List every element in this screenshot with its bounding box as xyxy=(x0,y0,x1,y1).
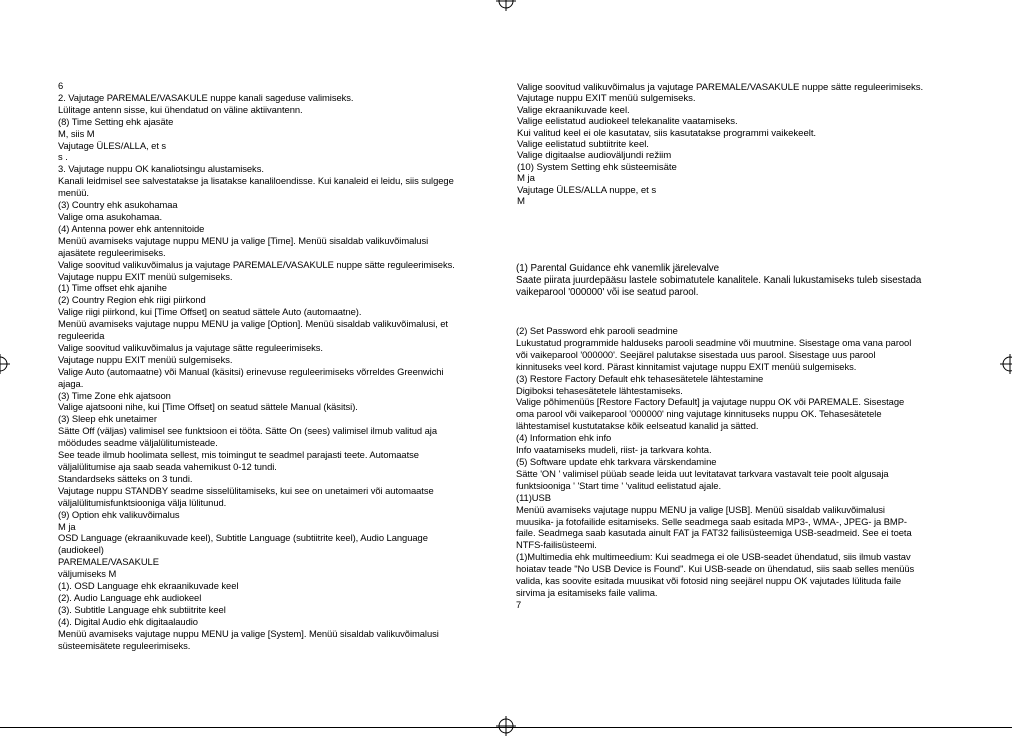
text-line: Standardseks sätteks on 3 tundi. xyxy=(58,472,193,484)
text-line: Saate piirata juurdepääsu lastele sobimatutele kanalitele. Kanali lukustamiseks tuleb sisestada xyxy=(516,275,922,287)
left-page-column xyxy=(58,80,455,652)
text-line: Valige soovitud valikuvõimalus ja vajutage PAREMALE/VASAKULE nuppe sätte reguleerimiseks. xyxy=(517,82,924,93)
right-page-top-block xyxy=(517,82,923,207)
text-line: Valige põhimenüüs [Restore Factory Default] ja vajutage nuppu OK või PAREMALE. Sisestage xyxy=(516,396,905,408)
text-line: vaikeparool '000000' või ise seatud parool. xyxy=(516,287,699,299)
text-line: väljalülitumise aja saab seada vahemikust 0-12 tundi. xyxy=(58,461,277,472)
text-line: Sätte 'ON ' valimisel püüab seade leida uut levitatavat tarkvara vastavalt teie poolt algusaja xyxy=(516,467,889,479)
text-line: Valige riigi piirkond, kui [Time Offset] on seatud sättele Auto (automaatne). xyxy=(58,306,362,318)
text-line: (4) Information ehk info xyxy=(516,432,612,444)
text-line: Valige digitaalse audioväljundi režiim xyxy=(517,150,672,162)
text-line: Vajutage nuppu EXIT menüü sulgemiseks. xyxy=(517,93,696,105)
text-line: Valige oma asukohamaa. xyxy=(58,210,162,222)
text-line: Digiboksi tehasesätetele lähtestamiseks. xyxy=(516,384,683,396)
text-line: (4). Digital Audio ehk digitaalaudio xyxy=(58,615,198,627)
text-line: Valige eelistatud subtiitrite keel. xyxy=(517,139,649,151)
text-line: (3) Country ehk asukohamaa xyxy=(58,199,178,211)
text-line: lähtestamisel kustutatakse kõik eelseatud kanalid ja sätted. xyxy=(516,420,759,432)
text-line: väljalülitumisfunktsiooniga välja lülitunud. xyxy=(58,496,227,508)
text-line: (3) Time Zone ehk ajatsoon xyxy=(58,389,171,401)
text-line: ajaga. xyxy=(58,377,84,389)
right-page-parental-block xyxy=(516,263,921,300)
text-line: menüü. xyxy=(58,187,89,199)
text-line: (8) Time Setting ehk ajasäte xyxy=(58,115,174,127)
text-line: M, siis M xyxy=(58,127,95,139)
text-line: Valige ajatsooni nihe, kui [Time Offset] on seatud sättele Manual (käsitsi). xyxy=(58,401,358,413)
right-page-bottom-block xyxy=(516,325,914,611)
text-line: Vajutage nuppu STANDBY seadme sisselülitamiseks, kui see on unetaimeri või automaatse xyxy=(58,484,434,496)
text-line: s . xyxy=(58,151,68,163)
text-line: M ja xyxy=(58,520,76,532)
text-line: ajasätete reguleerimiseks. xyxy=(58,246,166,258)
text-line: Info vaatamiseks mudeli, riist- ja tarkvara kohta. xyxy=(516,444,712,456)
text-line: 2. Vajutage PAREMALE/VASAKULE nuppe kanali sageduse valimiseks. xyxy=(58,91,354,103)
text-line: Valige eelistatud audiokeel telekanalite vaatamiseks. xyxy=(517,116,738,128)
text-line: 6 xyxy=(58,80,64,91)
text-line: (3) Restore Factory Default ehk tehasesätetele lähtestamine xyxy=(516,372,764,384)
text-line: (2). Audio Language ehk audiokeel xyxy=(58,591,202,603)
text-line: (1). OSD Language ehk ekraanikuvade keel xyxy=(58,580,239,592)
text-line: (1) Time offset ehk ajanihe xyxy=(58,282,167,294)
text-line: Menüü avamiseks vajutage nuppu MENU ja valige [Time]. Menüü sisaldab valikuvõimalusi xyxy=(58,234,429,246)
text-line: See teade ilmub hoolimata sellest, mis toimingut te seadmel parajasti teete. Automaatse xyxy=(58,449,419,461)
text-line: (3) Sleep ehk unetaimer xyxy=(58,413,157,425)
text-line: Valige soovitud valikuvõimalus ja vajutage sätte reguleerimiseks. xyxy=(58,341,323,353)
text-line: Valige ekraanikuvade keel. xyxy=(517,104,630,116)
text-line: M xyxy=(517,196,525,208)
text-line: funktsiooniga ' 'Start time ' 'valitud eelistatud ajale. xyxy=(516,479,721,491)
text-line: M ja xyxy=(517,173,535,185)
text-line: (1) Parental Guidance ehk vanemlik järelevalve xyxy=(516,263,719,274)
text-line: Menüü avamiseks vajutage nuppu MENU ja valige [USB]. Menüü sisaldab valikuvõimalusi xyxy=(516,503,885,515)
text-line: NTFS-failisüsteemi. xyxy=(516,539,597,551)
text-line: Kui valitud keel ei ole kasutatav, siis kasutatakse programmi vaikekeelt. xyxy=(517,127,817,139)
text-line: möödudes seadme väljalülitumisteade. xyxy=(58,437,218,449)
text-line: Menüü avamiseks vajutage nuppu MENU ja valige [System]. Menüü sisaldab valikuvõimalusi xyxy=(58,627,439,639)
text-line: (5) Software update ehk tarkvara värskendamine xyxy=(516,455,717,467)
text-line: Menüü avamiseks vajutage nuppu MENU ja valige [Option]. Menüü sisaldab valikuvõimalusi, et xyxy=(58,318,448,330)
text-line: hoiatav teade "No USB Device is Found". Kui USB-seade on ühendatud, siis saab selles menüüs xyxy=(516,563,915,575)
text-line: oma parool või vaikeparool '000000' ning vajutage kinnituseks nuppu OK. Tehasesätetele xyxy=(516,408,882,420)
text-line: (3). Subtitle Language ehk subtiitrite keel xyxy=(58,603,226,615)
text-line: (9) Option ehk valikuvõimalus xyxy=(58,508,180,520)
text-line: (11)USB xyxy=(516,491,551,503)
text-line: Valige Auto (automaatne) või Manual (käsitsi) erinevuse reguleerimiseks võrreldes Greenwichi xyxy=(58,365,444,377)
text-line: reguleerida xyxy=(58,330,105,342)
text-line: kinnituseks veel kord. Pärast kinnitamist vajutage nuppu EXIT menüü sulgemiseks. xyxy=(516,360,857,372)
text-line: valida, kas soovite esitada muusikat või fotosid ning seejärel nuppu OK vajutades lülituda faile xyxy=(516,575,902,587)
text-line: (2) Set Password ehk parooli seadmine xyxy=(516,325,678,336)
registration-mark-right-icon xyxy=(1000,354,1012,374)
text-line: faile. Seadmega saab kasutada ainult FAT ja FAT32 failisüsteemiga USB-seadmeid. See ei toeta xyxy=(516,527,912,539)
text-line: Lülitage antenn sisse, kui ühendatud on väline aktiivantenn. xyxy=(58,103,303,115)
registration-mark-left-icon xyxy=(0,354,10,374)
text-line: muusika- ja fotofailide esitamiseks. Selle seadmega saab esitada MP3-, WMA-, JPEG- ja BMP- xyxy=(516,515,907,527)
text-line: (audiokeel) xyxy=(58,544,104,556)
text-line: (1)Multimedia ehk multimeedium: Kui seadmega ei ole USB-seadet ühendatud, siis ilmub vastav xyxy=(516,551,911,563)
text-line: (4) Antenna power ehk antennitoide xyxy=(58,222,205,234)
text-line: väljumiseks M xyxy=(58,568,117,580)
text-line: Vajutage nuppu EXIT menüü sulgemiseks. xyxy=(58,270,233,282)
text-line: Vajutage ÜLES/ALLA nuppe, et s xyxy=(517,184,657,196)
text-line: Valige soovitud valikuvõimalus ja vajutage PAREMALE/VASAKULE nuppe sätte reguleerimiseks. xyxy=(58,258,455,270)
text-line: Vajutage ÜLES/ALLA, et s xyxy=(58,139,167,151)
text-line: 7 xyxy=(516,598,522,610)
text-line: Kanali leidmisel see salvestatakse ja lisatakse kanaliloendisse. Kui kanaleid ei leidu, siis sulgege xyxy=(58,175,454,187)
registration-mark-top-icon xyxy=(496,0,516,11)
text-line: Sätte Off (väljas) valimisel see funktsioon ei tööta. Sätte On (sees) valimisel ilmub valitud aja xyxy=(58,425,437,437)
text-line: OSD Language (ekraanikuvade keel), Subtitle Language (subtiitrite keel), Audio Language xyxy=(58,532,428,544)
text-line: sirvima ja esitamiseks faile valima. xyxy=(516,586,658,598)
text-line: (10) System Setting ehk süsteemisäte xyxy=(517,161,677,173)
text-line: (2) Country Region ehk riigi piirkond xyxy=(58,294,206,306)
text-line: PAREMALE/VASAKULE xyxy=(58,556,159,568)
text-line: Lukustatud programmide halduseks parooli seadmine või muutmine. Sisestage oma vana parool xyxy=(516,336,912,348)
text-line: süsteemisätete reguleerimiseks. xyxy=(58,639,191,651)
text-line: Vajutage nuppu EXIT menüü sulgemiseks. xyxy=(58,353,233,365)
text-line: 3. Vajutage nuppu OK kanaliotsingu alustamiseks. xyxy=(58,163,264,175)
text-line: või vaikeparool '000000'. Seejärel palutakse sisestada uus parool. Sisestage uus parool xyxy=(516,348,876,360)
registration-mark-bottom-icon xyxy=(496,716,516,736)
